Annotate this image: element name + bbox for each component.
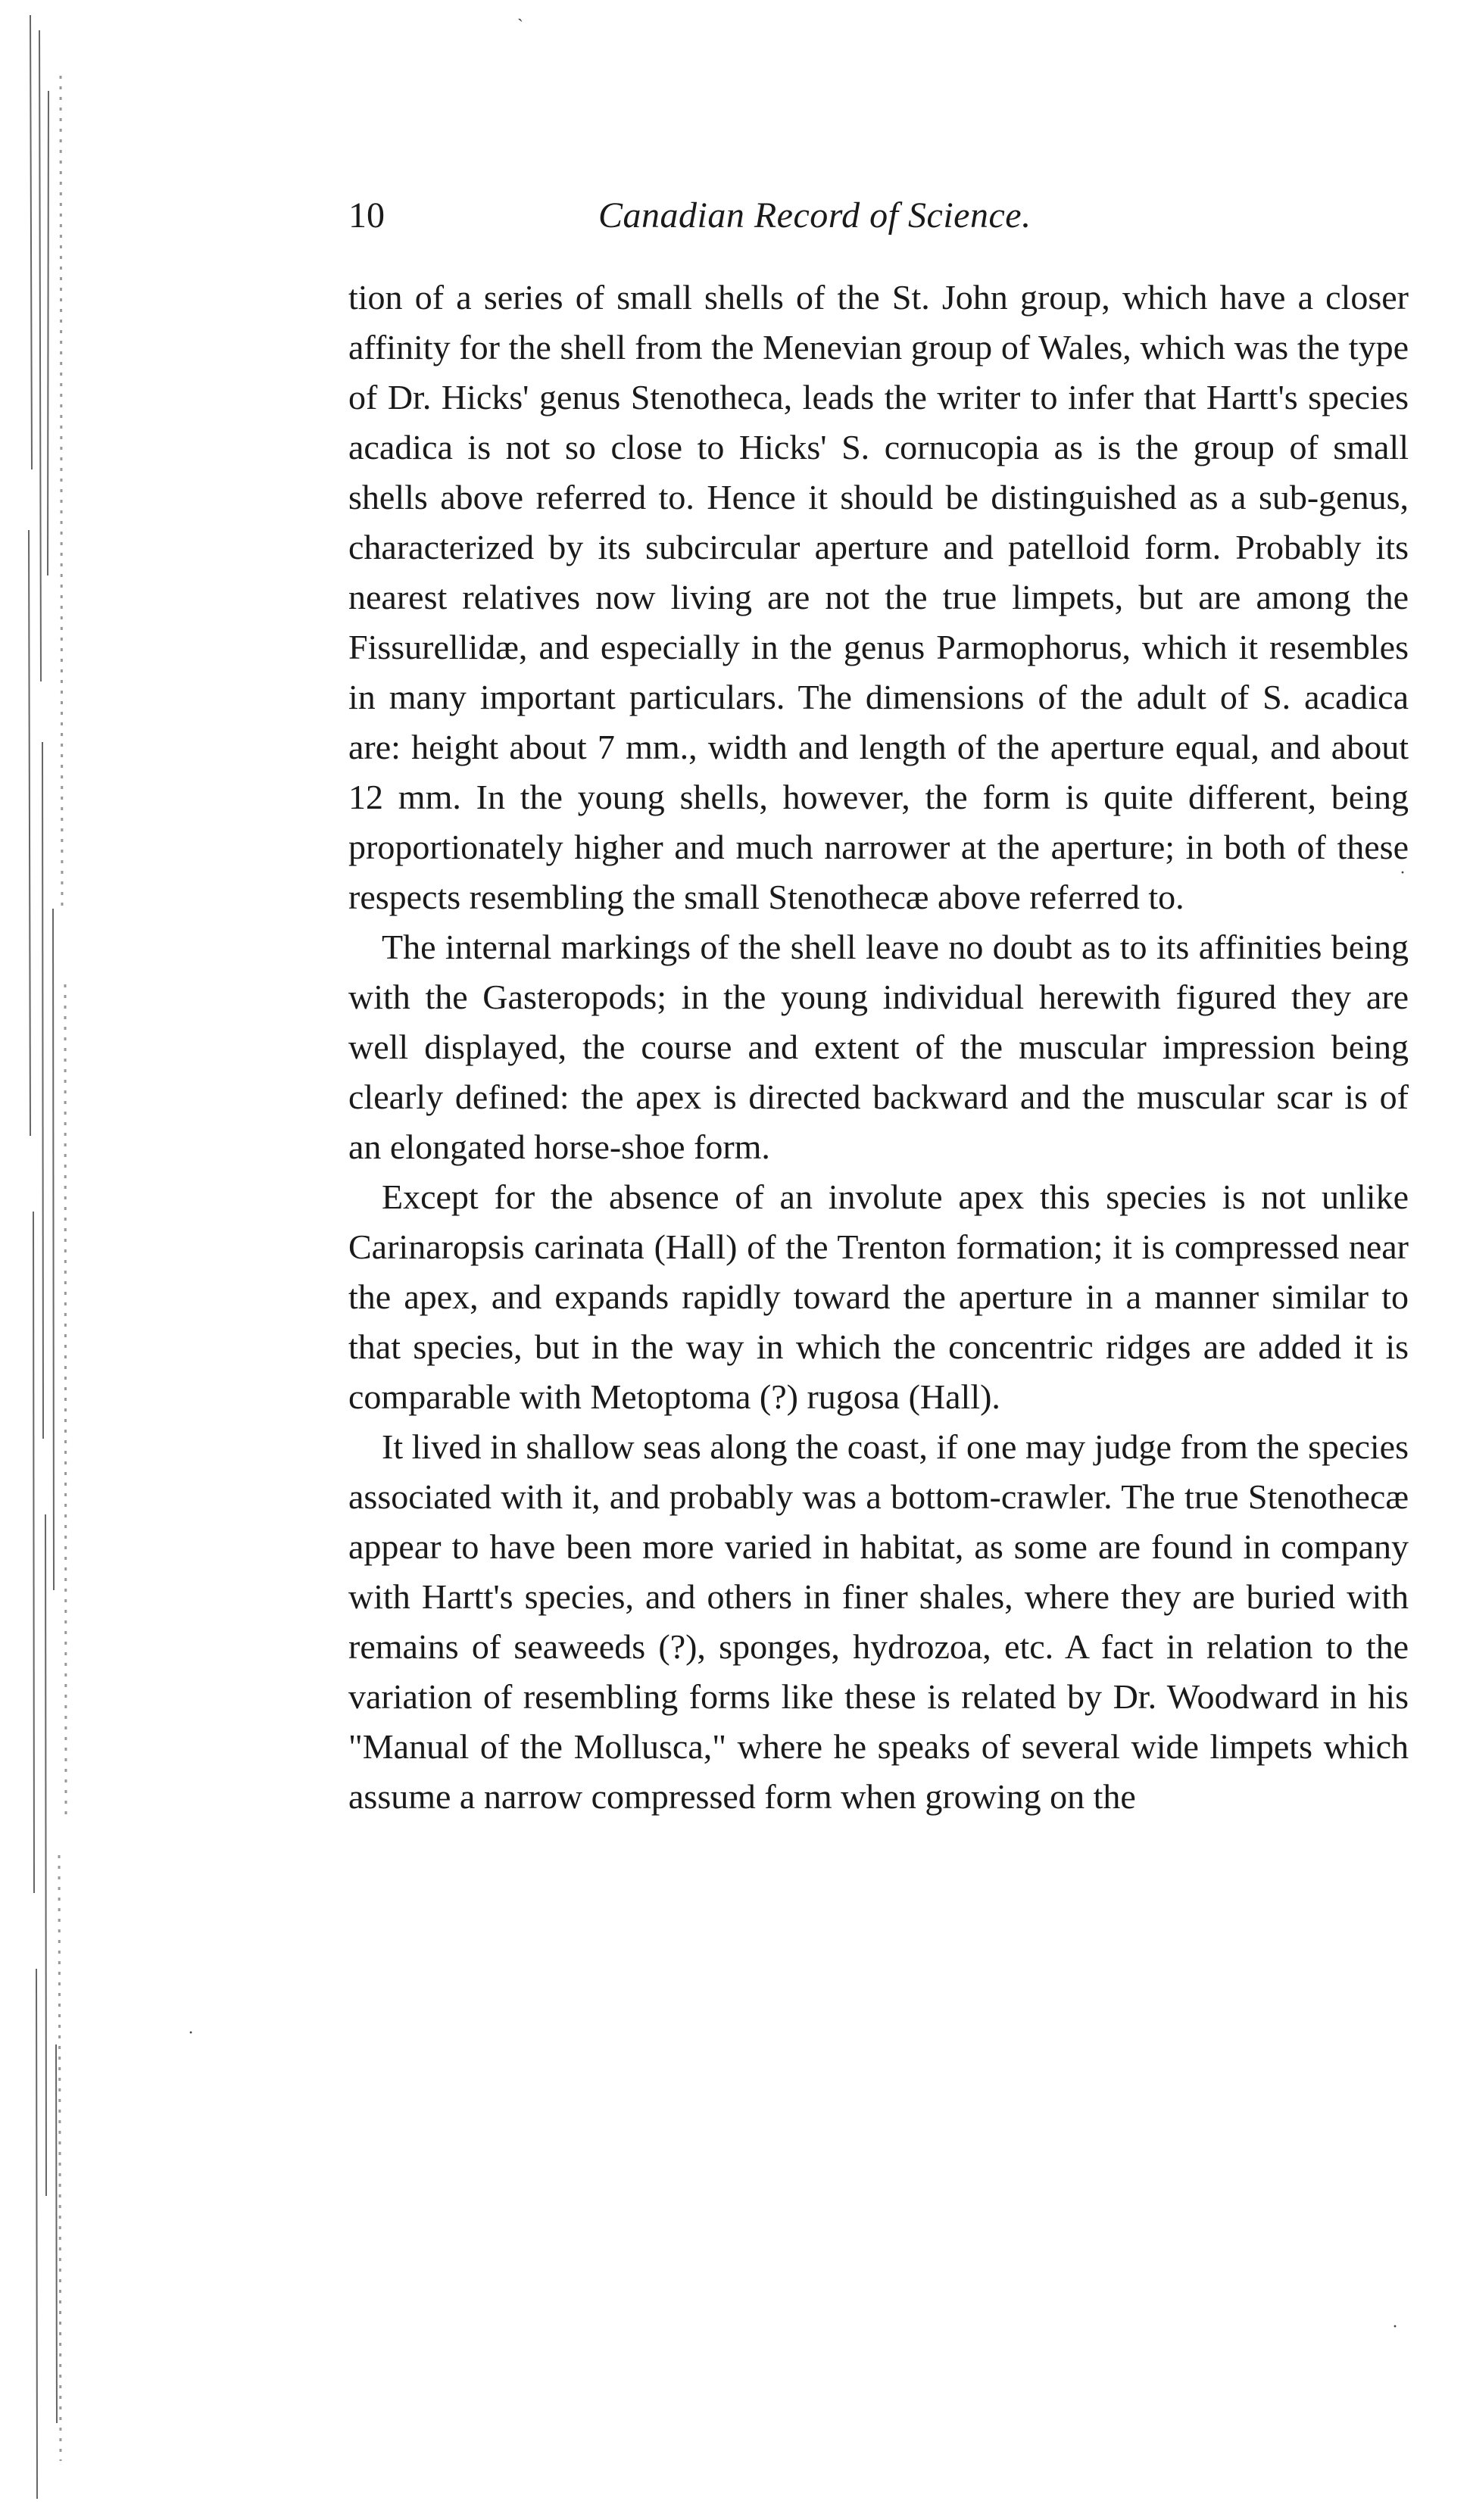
stray-mark-left: · bbox=[188, 2023, 194, 2043]
running-title: Canadian Record of Science. bbox=[598, 195, 1031, 235]
paragraph-internal-markings: The internal markings of the shell leave no doubt as to its affinities being with the Gasteropods; in the young individual herewith figured they are well displayed, the course and extent of the muscular impression being clearly defined: the apex is directed backward and the muscular scar is of an elongated horse-shoe form. bbox=[348, 928, 1409, 1166]
body-text bbox=[348, 273, 1409, 1822]
page-number: 10 bbox=[348, 195, 385, 235]
binding-edge-artifact bbox=[23, 0, 76, 2520]
stray-mark-right: · bbox=[1400, 863, 1406, 883]
paragraph-habitat: It lived in shallow seas along the coast, if one may judge from the species associated with it, and probably was a bottom-crawler. The true Stenothecæ appear to have been more varied in habitat, as some are found in company with Hartt's species, and others in finer shales, where they are buried with remains of seaweeds (?), sponges, hydrozoa, etc. A fact in relation to the variation of resembling forms like these is related by Dr. Woodward in his "Manual of the Mollusca," where he speaks of several wide limpets which assume a narrow compressed form when growing on the bbox=[348, 1427, 1409, 1816]
paragraph-continuation: tion of a series of small shells of the St. John group, which have a closer affinity for the shell from the Menevian group of Wales, which was the type of Dr. Hicks' genus Stenotheca, leads the writer to infer that Hartt's species acadica is not so close to Hicks' S. cornucopia as is the group of small shells above referred to. Hence it should be distinguished as a sub-genus, characterized by its subcircular aperture and patelloid form. Probably its nearest relatives now living are not the true limpets, but are among the Fissurellidæ, and especially in the genus Parmophorus, which it resembles in many important particulars. The dimensions of the adult of S. acadica are: height about 7 mm., width and length of the aperture equal, and about 12 mm. In the young shells, however, the form is quite different, being proportionately higher and much narrower at the aperture; in both of these respects resembling the small Stenothecæ above referred to. bbox=[348, 278, 1409, 916]
stray-mark-top: ˋ bbox=[517, 17, 523, 36]
page-header bbox=[348, 189, 1166, 242]
stray-mark-bottom: · bbox=[1392, 2317, 1398, 2337]
paragraph-comparison: Except for the absence of an involute apex this species is not unlike Carinaropsis carinata (Hall) of the Trenton formation; it is compressed near the apex, and expands rapidly toward the aperture in a manner similar to that species, but in the way in which the concentric ridges are added it is comparable with Metoptoma (?) rugosa (Hall). bbox=[348, 1177, 1409, 1416]
